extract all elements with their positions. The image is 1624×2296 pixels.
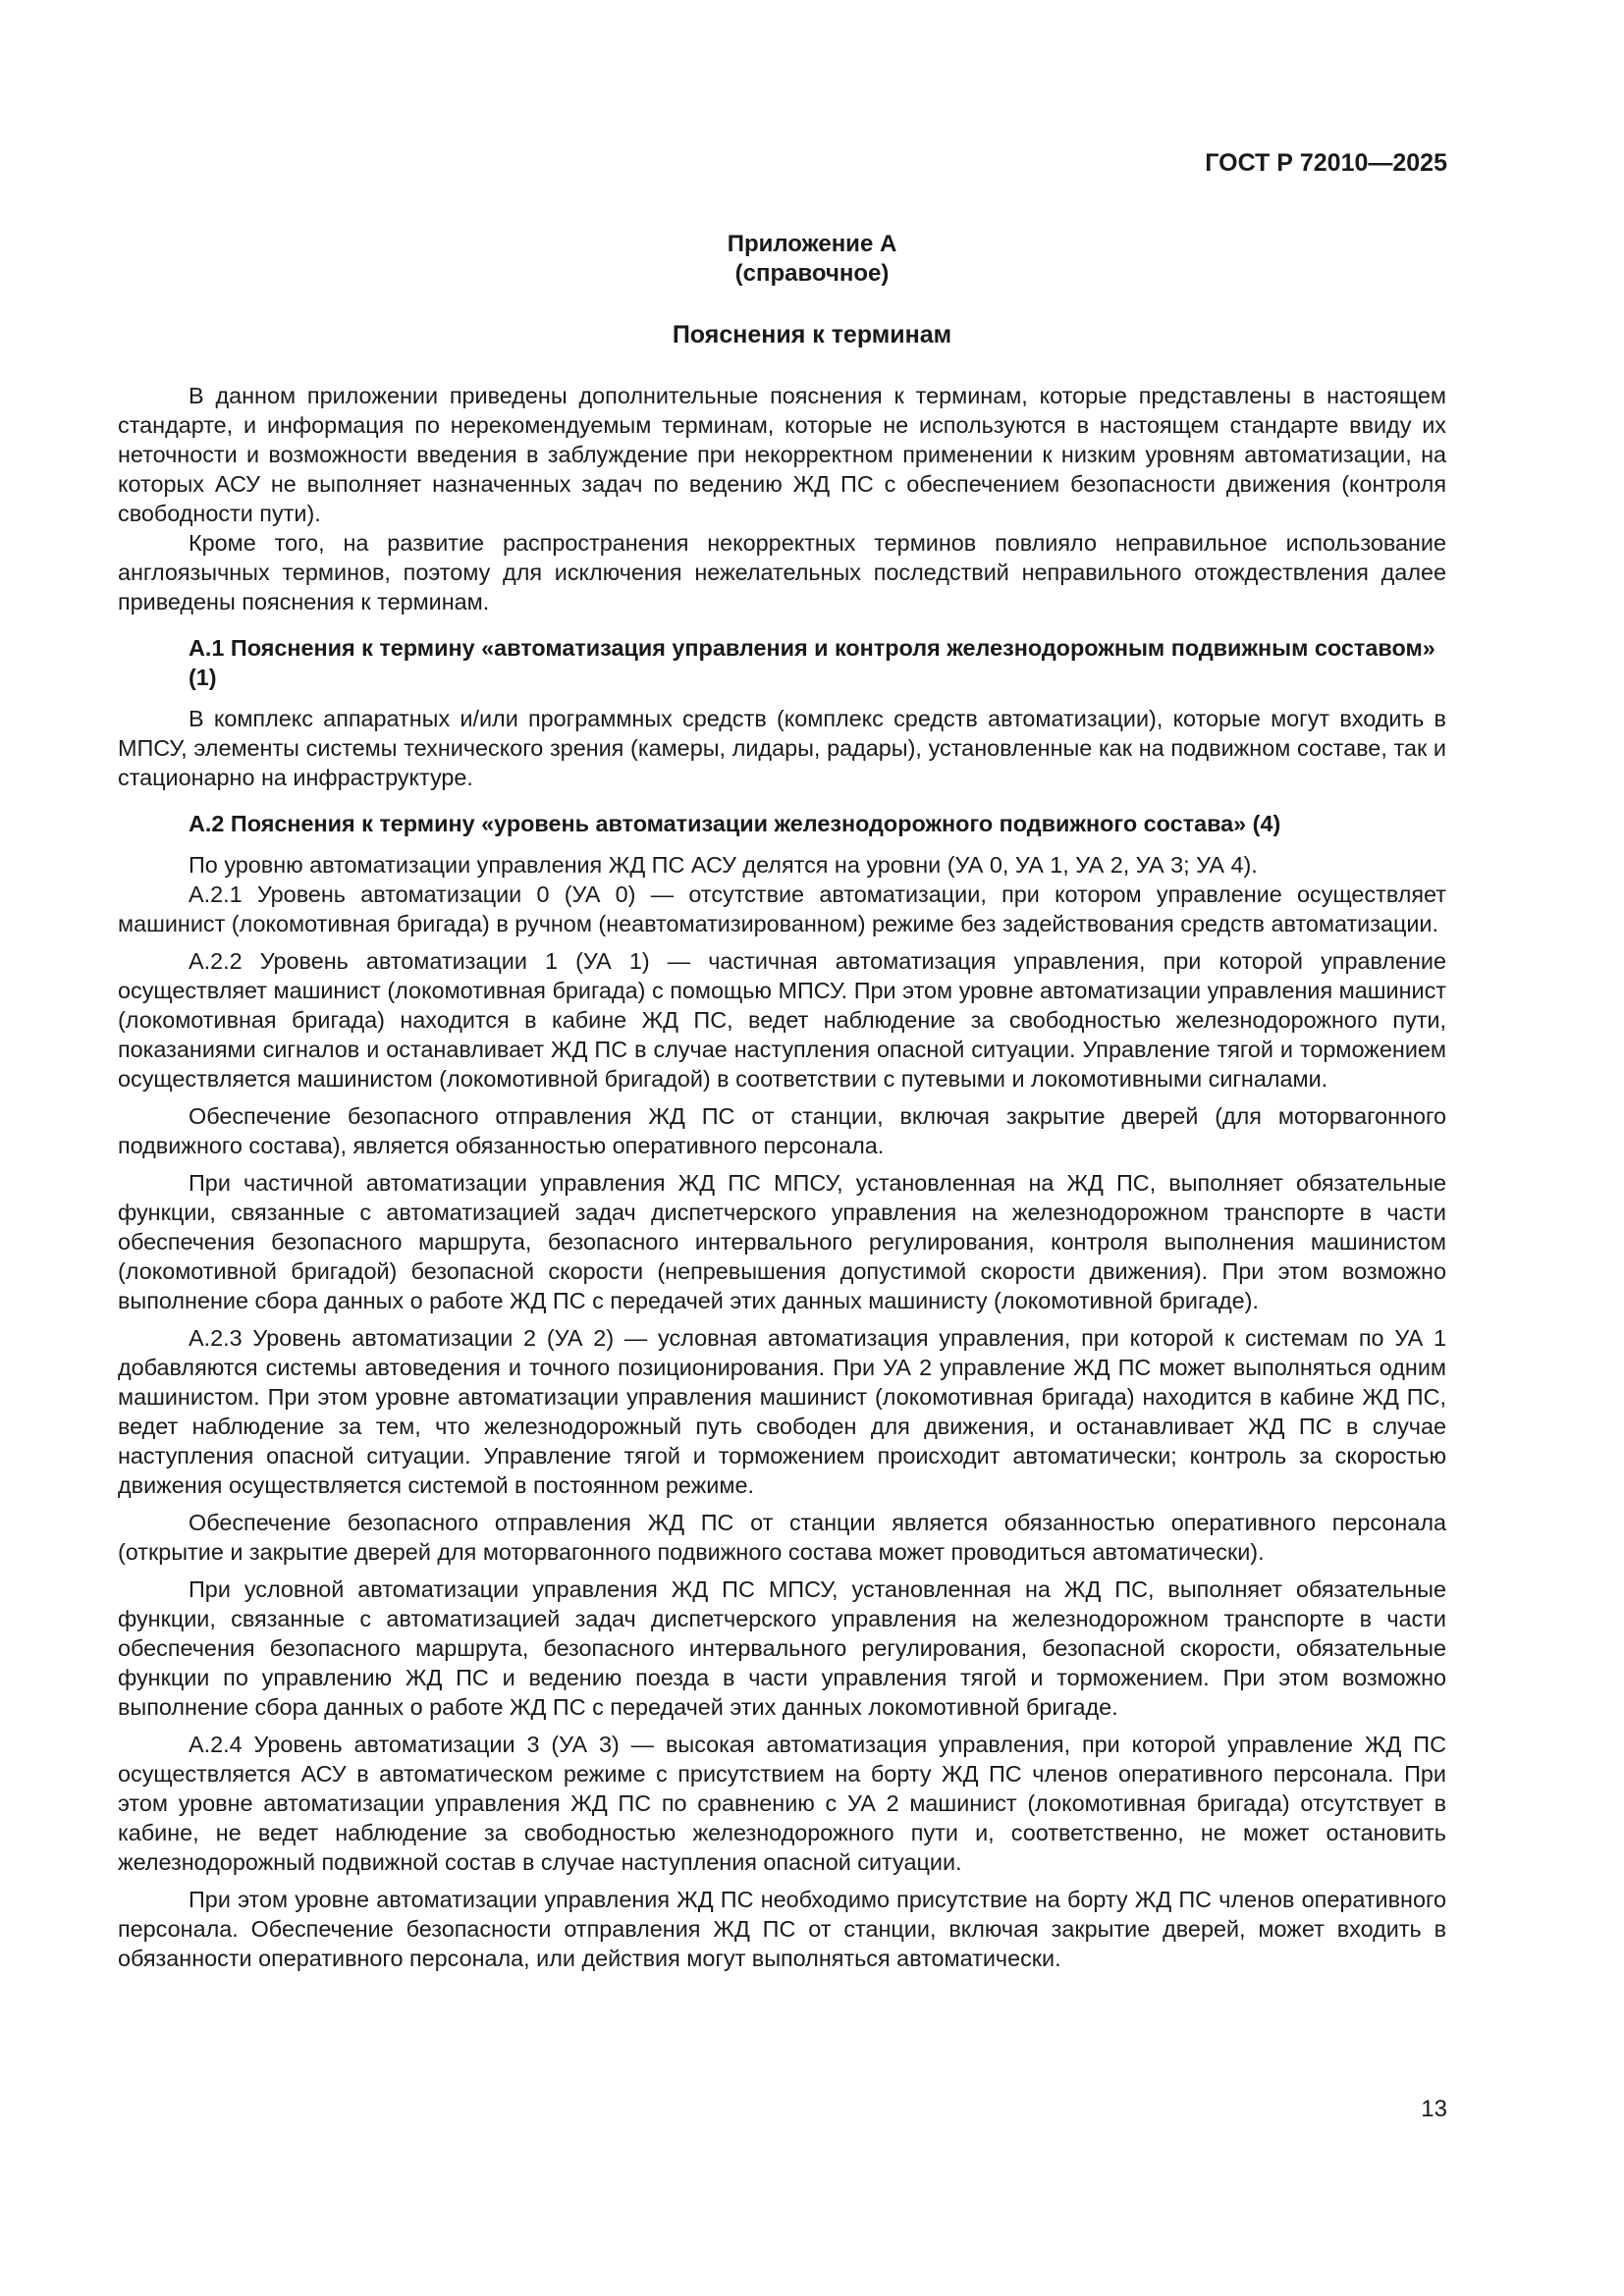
body-paragraph: А.2.3 Уровень автоматизации 2 (УА 2) — условная автоматизация управления, при которой к системам по УА 1 добавляются системы автоведения и точного позиционирования. При УА 2 управление ЖД ПС может выполняться одним машинистом. При этом уровне автоматизации управления машинист (локомотивная бригада) находится в кабине ЖД ПС, ведет наблюдение за тем, что железнодорожный путь свободен для движения, и останавливает ЖД ПС в случае наступления опасной ситуации. Управление тягой и торможением происходит автоматически; контроль за скоростью движения осуществляется системой в постоянном режиме. — [118, 1325, 1446, 1498]
body-paragraph: А.2.2 Уровень автоматизации 1 (УА 1) — частичная автоматизация управления, при которой управление осуществляет машинист (локомотивная бригада) с помощью МПСУ. При этом уровне автоматизации управления машинист (локомотивная бригада) находится в кабине ЖД ПС, ведет наблюдение за свободностью железнодорожного пути, показаниями сигналов и останавливает ЖД ПС в случае наступления опасной ситуации. Управление тягой и торможением осуществляется машинистом (локомотивной бригадой) в соответствии с путевыми и локомотивными сигналами. — [118, 948, 1446, 1092]
page-number: 13 — [1421, 2096, 1447, 2122]
appendix-heading — [0, 230, 1624, 289]
body-paragraph: Обеспечение безопасного отправления ЖД ПС от станции является обязанностью оперативного персонала (открытие и закрытие дверей для моторвагонного подвижного состава может проводиться автоматически). — [118, 1510, 1446, 1565]
appendix-label: Приложение А — [727, 231, 897, 257]
intro-paragraph: В данном приложении приведены дополнительные пояснения к терминам, которые представлены в настоящем стандарте, и информация по нерекомендуемым терминам, которые не используются в настоящем стандарте ввиду их неточности и возможности введения в заблуждение при некорректном применении к низким уровням автоматизации, на которых АСУ не выполняет назначенных задач по ведению ЖД ПС с обеспечением безопасности движения (контроля свободности пути). — [118, 383, 1446, 526]
intro-paragraph: Кроме того, на развитие распространения некорректных терминов повлияло неправильное использование англоязычных терминов, поэтому для исключения нежелательных последствий неправильного отождествления далее приведены пояснения к терминам. — [118, 530, 1446, 614]
body-paragraph: При частичной автоматизации управления ЖД ПС МПСУ, установленная на ЖД ПС, выполняет обязательные функции, связанные с автоматизацией задач диспетчерского управления на железнодорожном транспорте в части обеспечения безопасного маршрута, безопасного интервального регулирования, контроля выполнения машинистом (локомотивной бригадой) безопасной скорости (непревышения допустимой скорости движения). При этом возможно выполнение сбора данных о работе ЖД ПС с передачей этих данных машинисту (локомотивной бригаде). — [118, 1170, 1446, 1313]
body-paragraph: Обеспечение безопасного отправления ЖД ПС от станции, включая закрытие дверей (для моторвагонного подвижного состава), является обязанностью оперативного персонала. — [118, 1103, 1446, 1158]
body-paragraph: При условной автоматизации управления ЖД ПС МПСУ, установленная на ЖД ПС, выполняет обязательные функции, связанные с автоматизацией задач диспетчерского управления на железнодорожном транспорте в части обеспечения безопасного маршрута, безопасного интервального регулирования, безопасной скорости, обязательные функции по управлению ЖД ПС и ведению поезда в части управления тягой и торможением. При этом возможно выполнение сбора данных о работе ЖД ПС с передачей этих данных локомотивной бригаде. — [118, 1576, 1446, 1720]
body-paragraph: А.2.4 Уровень автоматизации 3 (УА 3) — высокая автоматизация управления, при которой управление ЖД ПС осуществляется АСУ в автоматическом режиме с присутствием на борту ЖД ПС членов оперативного персонала. При этом уровне автоматизации управления ЖД ПС по сравнению с УА 2 машинист (локомотивная бригада) отсутствует в кабине, не ведет наблюдение за свободностью железнодорожного пути и, соответственно, не может остановить железнодорожный подвижной состав в случае наступления опасной ситуации. — [118, 1732, 1446, 1875]
subsection-heading-a2: А.2 Пояснения к термину «уровень автоматизации железнодорожного подвижного состава» (4) — [189, 811, 1281, 836]
body-paragraph: По уровню автоматизации управления ЖД ПС АСУ делятся на уровни (УА 0, УА 1, УА 2, УА 3; УА 4). — [189, 852, 1258, 878]
appendix-type: (справочное) — [734, 260, 890, 287]
section-title: Пояснения к терминам — [672, 321, 952, 348]
body-paragraph: При этом уровне автоматизации управления ЖД ПС необходимо присутствие на борту ЖД ПС членов оперативного персонала. Обеспечение безопасности отправления ЖД ПС от станции, включая закрытие дверей, может входить в обязанности оперативного персонала, или действия могут выполняться автоматически. — [118, 1887, 1446, 1971]
body-paragraph: А.2.1 Уровень автоматизации 0 (УА 0) — отсутствие автоматизации, при котором управление осуществляет машинист (локомотивная бригада) в ручном (неавтоматизированном) режиме без задействования средств автоматизации. — [118, 881, 1446, 936]
document-body — [118, 381, 1446, 1973]
subsection-heading-a1: А.1 Пояснения к термину «автоматизация управления и контроля железнодорожным подвижным составом» (1) — [189, 635, 1435, 690]
body-paragraph: В комплекс аппаратных и/или программных средств (комплекс средств автоматизации), которые могут входить в МПСУ, элементы системы технического зрения (камеры, лидары, радары), установленные как на подвижном составе, так и стационарно на инфраструктуре. — [118, 706, 1446, 790]
document-id: ГОСТ Р 72010—2025 — [1205, 149, 1447, 177]
